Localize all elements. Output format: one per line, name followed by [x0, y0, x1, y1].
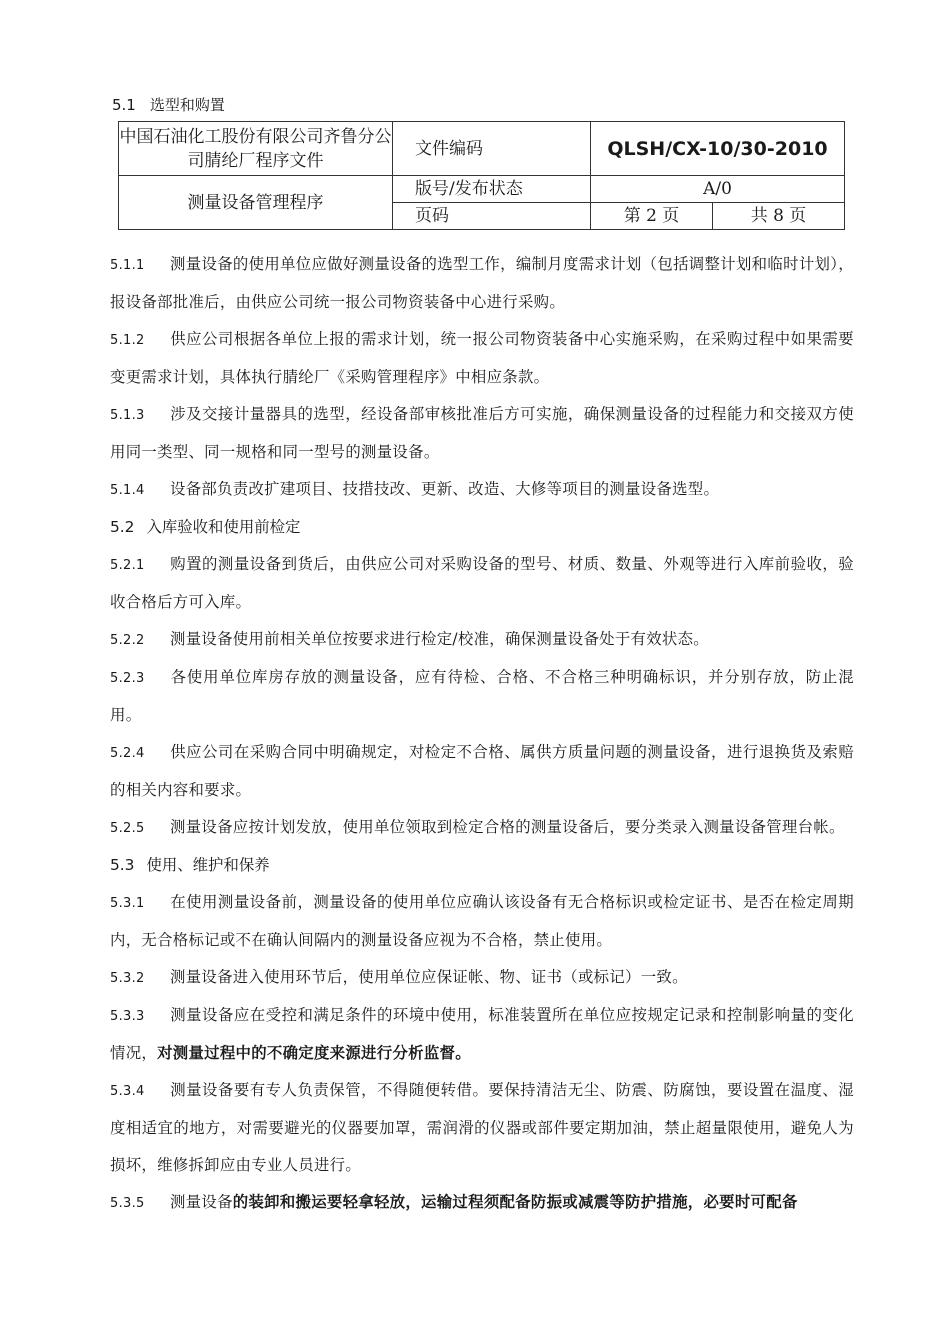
clause-number: 5.3.5: [110, 1196, 145, 1211]
section-number: 5.2: [110, 518, 135, 536]
clause-number: 5.2.3: [110, 671, 145, 686]
clause: [110, 734, 854, 809]
clause-text: 测量设备使用前相关单位按要求进行检定/校准，确保测量设备处于有效状态。: [170, 630, 709, 648]
clause-text: 涉及交接计量器具的选型，经设备部审核批准后方可实施，确保测量设备的过程能力和交接双方使用同一类型、同一规格和同一型号的测量设备。: [110, 405, 854, 461]
clause-text: 各使用单位库房存放的测量设备，应有待检、合格、不合格三种明确标识，并分别存放，防止混用。: [110, 668, 854, 724]
clause: [110, 997, 854, 1072]
document-title-cell: 测量设备管理程序: [119, 176, 393, 230]
clause-text: 测量设备应按计划发放，使用单位领取到检定合格的测量设备后，要分类录入测量设备管理台帐。: [170, 818, 845, 836]
page-current: 第 2 页: [591, 203, 713, 230]
version-label: 版号/发布状态: [393, 176, 591, 203]
clause-text: 在使用测量设备前，测量设备的使用单位应确认该设备有无合格标识或检定证书、是否在检定周期内，无合格标记或不在确认间隔内的测量设备应视为不合格，禁止使用。: [110, 893, 854, 949]
clause-number: 5.1.4: [110, 483, 145, 498]
clause-number: 5.1.1: [110, 258, 145, 273]
clause-number: 5.3.2: [110, 971, 145, 986]
clause: [110, 1072, 854, 1184]
document-body: [110, 246, 854, 1222]
clause: [110, 884, 854, 959]
clause-text: 测量设备: [170, 1193, 233, 1211]
clause: [110, 959, 854, 997]
section-title: 选型和购置: [149, 96, 225, 114]
clause: [110, 1184, 854, 1222]
clause-number: 5.3.4: [110, 1084, 145, 1099]
version-value: A/0: [591, 176, 845, 203]
clause-text: 设备部负责改扩建项目、技措技改、更新、改造、大修等项目的测量设备选型。: [170, 480, 720, 498]
page-total: 共 8 页: [713, 203, 845, 230]
clause: [110, 471, 854, 509]
clause-text-bold: 的装卸和搬运要轻拿轻放，运输过程须配备防振或减震等防护措施，必要时可配备: [232, 1193, 798, 1211]
page-label: 页码: [393, 203, 591, 230]
clause-text: 购置的测量设备到货后，由供应公司对采购设备的型号、材质、数量、外观等进行入库前验收，验收合格后方可入库。: [110, 555, 854, 611]
clause-number: 5.2.2: [110, 633, 145, 648]
clause-text: 测量设备进入使用环节后，使用单位应保证帐、物、证书（或标记）一致。: [170, 968, 688, 986]
clause-text: 测量设备要有专人负责保管，不得随便转借。要保持清洁无尘、防震、防腐蚀，要设置在温度、湿度相适宜的地方，对需要避光的仪器要加罩，需润滑的仪器或部件要定期加油，禁止超量限使用，避免人为损坏，维修拆卸应由专业人员进行。: [110, 1081, 854, 1174]
clause-text: 供应公司根据各单位上报的需求计划，统一报公司物资装备中心实施采购，在采购过程中如果需要变更需求计划，具体执行腈纶厂《采购管理程序》中相应条款。: [110, 330, 854, 386]
clause-number: 5.1.2: [110, 333, 145, 348]
doc-code-label: 文件编码: [393, 122, 591, 176]
clause-text: 测量设备的使用单位应做好测量设备的选型工作，编制月度需求计划（包括调整计划和临时计划），报设备部批准后，由供应公司统一报公司物资装备中心进行采购。: [110, 255, 854, 311]
clause: [110, 809, 854, 847]
section-number: 5.3: [110, 856, 135, 874]
company-name-cell: 中国石油化工股份有限公司齐鲁分公司腈纶厂程序文件: [119, 122, 393, 176]
clause: [110, 546, 854, 621]
clause-text: 供应公司在采购合同中明确规定，对检定不合格、属供方质量问题的测量设备，进行退换货及索赔的相关内容和要求。: [110, 743, 854, 799]
doc-code-value: QLSH/CX-10/30-2010: [591, 122, 845, 176]
section-title: 入库验收和使用前检定: [146, 518, 301, 536]
section-number: 5.1: [112, 96, 136, 114]
clause-text: 测量设备应在受控和满足条件的环境中使用，标准装置所在单位应按规定记录和控制影响量的变化情况，: [110, 1006, 854, 1062]
clause: [110, 659, 854, 734]
section-heading-5-2: [110, 509, 854, 546]
clause-number: 5.2.5: [110, 821, 145, 836]
section-heading-5-1: [112, 95, 225, 115]
clause-number: 5.2.1: [110, 558, 145, 573]
clause-number: 5.2.4: [110, 746, 145, 761]
clause: [110, 246, 854, 321]
clause: [110, 621, 854, 659]
clause-text-bold: 对测量过程中的不确定度来源进行分析监督。: [157, 1044, 471, 1062]
clause-number: 5.3.3: [110, 1009, 145, 1024]
section-heading-5-3: [110, 847, 854, 884]
clause: [110, 396, 854, 471]
clause-number: 5.3.1: [110, 896, 145, 911]
clause-number: 5.1.3: [110, 408, 145, 423]
clause: [110, 321, 854, 396]
section-title: 使用、维护和保养: [146, 856, 270, 874]
document-header-table: [118, 121, 845, 230]
